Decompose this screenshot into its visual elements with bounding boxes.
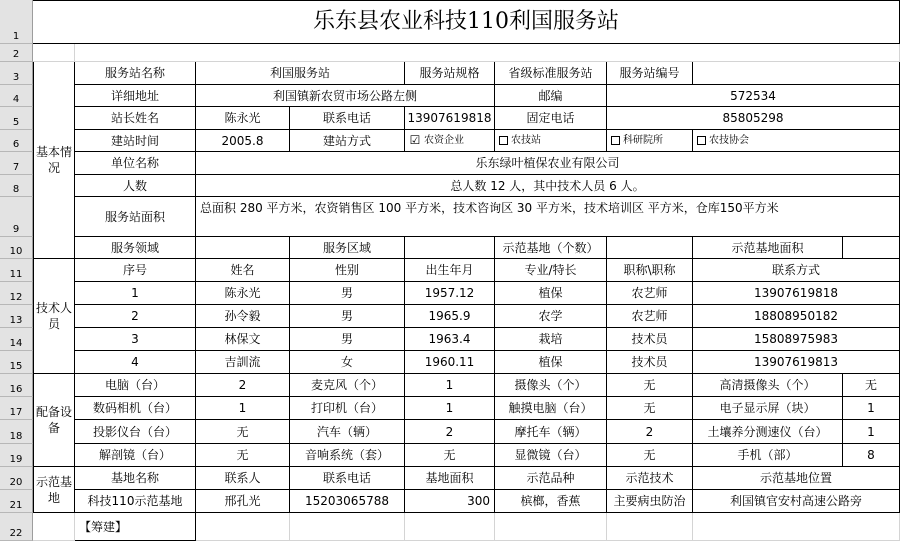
row-header[interactable]: 6: [0, 130, 33, 152]
value-demo-area[interactable]: [843, 237, 900, 259]
value-code[interactable]: [693, 62, 900, 85]
tech-cell[interactable]: 4: [75, 351, 196, 374]
equip-label[interactable]: 电子显示屏（块）: [693, 397, 843, 420]
row-header[interactable]: 19: [0, 444, 33, 467]
row-header[interactable]: 8: [0, 175, 33, 197]
demo-header[interactable]: 基地名称: [75, 467, 196, 490]
build-mode-option[interactable]: [495, 130, 607, 152]
demo-header[interactable]: 示范基地位置: [693, 467, 900, 490]
row-header[interactable]: 12: [0, 282, 33, 305]
equip-label[interactable]: 手机（部）: [693, 444, 843, 467]
label-build-mode[interactable]: 建站方式: [290, 130, 405, 152]
demo-header[interactable]: 联系人: [196, 467, 290, 490]
row-header[interactable]: 5: [0, 107, 33, 130]
demo-cell[interactable]: 利国镇官安村高速公路旁: [693, 490, 900, 513]
value-unit[interactable]: 乐东绿叶植保农业有限公司: [196, 152, 900, 175]
value-people[interactable]: 总人数 12 人，其中技术人员 6 人。: [196, 175, 900, 197]
label-address[interactable]: 详细地址: [75, 85, 196, 107]
tech-cell[interactable]: 15808975983: [693, 328, 900, 351]
value-region[interactable]: [405, 237, 495, 259]
checkbox-icon[interactable]: [611, 136, 620, 145]
equip-value[interactable]: 1: [843, 397, 900, 420]
tech-header[interactable]: 联系方式: [693, 259, 900, 282]
label-zip[interactable]: 邮编: [495, 85, 607, 107]
tech-header[interactable]: 性别: [290, 259, 405, 282]
tech-cell[interactable]: 男: [290, 282, 405, 305]
row-header[interactable]: 4: [0, 85, 33, 107]
tech-cell[interactable]: 3: [75, 328, 196, 351]
tech-header[interactable]: 序号: [75, 259, 196, 282]
build-mode-option-label: 科研院所: [623, 134, 663, 146]
demo-header[interactable]: 示范品种: [495, 467, 607, 490]
label-field[interactable]: 服务领域: [75, 237, 196, 259]
row-header[interactable]: 15: [0, 351, 33, 374]
equip-label[interactable]: 触摸电脑（台）: [495, 397, 607, 420]
empty-cell[interactable]: [405, 513, 495, 541]
equip-label[interactable]: 摩托车（辆）: [495, 420, 607, 444]
equip-value[interactable]: 1: [405, 397, 495, 420]
row-header[interactable]: 2: [0, 44, 33, 62]
sheet-title[interactable]: 乐东县农业科技110利国服务站: [33, 0, 900, 44]
equip-value[interactable]: 无: [607, 444, 693, 467]
label-build-time[interactable]: 建站时间: [75, 130, 196, 152]
demo-header[interactable]: 联系电话: [290, 467, 405, 490]
label-demo-area[interactable]: 示范基地面积: [693, 237, 843, 259]
empty-cell[interactable]: [75, 44, 900, 62]
tech-cell[interactable]: 2: [75, 305, 196, 328]
demo-cell[interactable]: 主要病虫防治: [607, 490, 693, 513]
tech-cell[interactable]: 植保: [495, 351, 607, 374]
label-code[interactable]: 服务站编号: [607, 62, 693, 85]
section-basic[interactable]: 基本情况: [33, 62, 75, 259]
tech-cell[interactable]: 1957.12: [405, 282, 495, 305]
equip-value[interactable]: 2: [607, 420, 693, 444]
tech-cell[interactable]: 林保文: [196, 328, 290, 351]
value-phone[interactable]: 13907619818: [405, 107, 495, 130]
tech-cell[interactable]: 吉訓流: [196, 351, 290, 374]
tech-cell[interactable]: 技术员: [607, 351, 693, 374]
value-build-time[interactable]: 2005.8: [196, 130, 290, 152]
equip-label[interactable]: 麦克风（个）: [290, 374, 405, 397]
row-header[interactable]: 16: [0, 374, 33, 397]
label-phone[interactable]: 联系电话: [290, 107, 405, 130]
empty-cell[interactable]: [33, 44, 75, 62]
tech-header[interactable]: 姓名: [196, 259, 290, 282]
tech-header[interactable]: 专业/特长: [495, 259, 607, 282]
value-area[interactable]: 总面积 280 平方米，农资销售区 100 平方米，技术咨询区 30 平方米，技术培训区 平方米，仓库150平方米: [196, 197, 900, 237]
label-region[interactable]: 服务区域: [290, 237, 405, 259]
value-landline[interactable]: 85805298: [607, 107, 900, 130]
equip-value[interactable]: 无: [607, 397, 693, 420]
equip-label[interactable]: 电脑（台）: [75, 374, 196, 397]
tech-cell[interactable]: 1: [75, 282, 196, 305]
tech-cell[interactable]: 男: [290, 305, 405, 328]
demo-cell[interactable]: 槟榔，香蕉: [495, 490, 607, 513]
demo-cell[interactable]: 300: [405, 490, 495, 513]
value-demo-count[interactable]: [607, 237, 693, 259]
tech-cell[interactable]: 1965.9: [405, 305, 495, 328]
equip-label[interactable]: 打印机（台）: [290, 397, 405, 420]
equip-value[interactable]: 2: [405, 420, 495, 444]
label-area[interactable]: 服务站面积: [75, 197, 196, 237]
checkbox-icon[interactable]: [697, 136, 706, 145]
equip-label[interactable]: 显微镜（台）: [495, 444, 607, 467]
equip-label[interactable]: 汽车（辆）: [290, 420, 405, 444]
value-manager[interactable]: 陈永光: [196, 107, 290, 130]
equip-label[interactable]: 数码相机（台）: [75, 397, 196, 420]
value-spec[interactable]: 省级标准服务站: [495, 62, 607, 85]
tech-cell[interactable]: 1960.11: [405, 351, 495, 374]
empty-cell[interactable]: [196, 513, 290, 541]
tech-cell[interactable]: 农艺师: [607, 282, 693, 305]
tech-cell[interactable]: 植保: [495, 282, 607, 305]
row-header[interactable]: 14: [0, 328, 33, 351]
section-equip[interactable]: 配备设备: [33, 374, 75, 467]
tech-cell[interactable]: 农艺师: [607, 305, 693, 328]
row-header[interactable]: 22: [0, 513, 33, 541]
row-header[interactable]: 17: [0, 397, 33, 420]
equip-label[interactable]: 音响系统（套）: [290, 444, 405, 467]
tech-cell[interactable]: 1963.4: [405, 328, 495, 351]
row-header[interactable]: 18: [0, 420, 33, 444]
tech-cell[interactable]: 陈永光: [196, 282, 290, 305]
equip-value[interactable]: 1: [843, 420, 900, 444]
tech-cell[interactable]: 女: [290, 351, 405, 374]
note-cell[interactable]: 【筹建】: [75, 513, 196, 541]
label-unit[interactable]: 单位名称: [75, 152, 196, 175]
equip-label[interactable]: 高清摄像头（个）: [693, 374, 843, 397]
equip-label[interactable]: 土壤养分测速仪（台）: [693, 420, 843, 444]
section-tech[interactable]: 技术人员: [33, 259, 75, 374]
build-mode-option[interactable]: [607, 130, 693, 152]
label-station-name[interactable]: 服务站名称: [75, 62, 196, 85]
label-manager[interactable]: 站长姓名: [75, 107, 196, 130]
row-header[interactable]: 13: [0, 305, 33, 328]
tech-header[interactable]: 出生年月: [405, 259, 495, 282]
tech-cell[interactable]: 技术员: [607, 328, 693, 351]
equip-value[interactable]: 1: [405, 374, 495, 397]
empty-cell[interactable]: [290, 513, 405, 541]
row-header[interactable]: 3: [0, 62, 33, 85]
equip-value[interactable]: 无: [196, 420, 290, 444]
empty-cell[interactable]: [693, 513, 900, 541]
value-field[interactable]: [196, 237, 290, 259]
empty-cell[interactable]: [607, 513, 693, 541]
row-header[interactable]: 9: [0, 197, 33, 237]
equip-label[interactable]: 投影仪台（台）: [75, 420, 196, 444]
tech-cell[interactable]: 13907619813: [693, 351, 900, 374]
demo-cell[interactable]: 邢孔光: [196, 490, 290, 513]
demo-cell[interactable]: 科技110示范基地: [75, 490, 196, 513]
build-mode-option-label: 农资企业: [424, 134, 464, 146]
equip-label[interactable]: 摄像头（个）: [495, 374, 607, 397]
equip-value[interactable]: 无: [843, 374, 900, 397]
value-station-name[interactable]: 利国服务站: [196, 62, 405, 85]
equip-value[interactable]: 1: [196, 397, 290, 420]
empty-cell[interactable]: [495, 513, 607, 541]
equip-value[interactable]: 8: [843, 444, 900, 467]
label-people[interactable]: 人数: [75, 175, 196, 197]
equip-value[interactable]: 无: [607, 374, 693, 397]
label-spec[interactable]: 服务站规格: [405, 62, 495, 85]
equip-value[interactable]: 无: [405, 444, 495, 467]
tech-cell[interactable]: 孙令毅: [196, 305, 290, 328]
checked-checkbox-icon[interactable]: ☑: [409, 133, 421, 147]
row-header[interactable]: 11: [0, 259, 33, 282]
value-address[interactable]: 利国镇新农贸市场公路左侧: [196, 85, 495, 107]
section-demo[interactable]: 示范基地: [33, 467, 75, 513]
checkbox-icon[interactable]: [499, 136, 508, 145]
demo-header[interactable]: 基地面积: [405, 467, 495, 490]
equip-value[interactable]: 无: [196, 444, 290, 467]
row-header[interactable]: 10: [0, 237, 33, 259]
equip-label[interactable]: 解剖镜（台）: [75, 444, 196, 467]
label-landline[interactable]: 固定电话: [495, 107, 607, 130]
equip-value[interactable]: 2: [196, 374, 290, 397]
demo-cell[interactable]: 15203065788: [290, 490, 405, 513]
tech-cell[interactable]: 栽培: [495, 328, 607, 351]
label-demo-count[interactable]: 示范基地（个数）: [495, 237, 607, 259]
tech-cell[interactable]: 农学: [495, 305, 607, 328]
value-zip[interactable]: 572534: [607, 85, 900, 107]
tech-cell[interactable]: 13907619818: [693, 282, 900, 305]
row-header[interactable]: 7: [0, 152, 33, 175]
tech-cell[interactable]: 18808950182: [693, 305, 900, 328]
row-header[interactable]: 1: [0, 0, 33, 44]
tech-header[interactable]: 职称\职称: [607, 259, 693, 282]
build-mode-option-label: 农技协会: [709, 134, 749, 146]
build-mode-option-label: 农技站: [511, 134, 541, 146]
build-mode-option[interactable]: [693, 130, 900, 152]
row-header[interactable]: 20: [0, 467, 33, 490]
tech-cell[interactable]: 男: [290, 328, 405, 351]
empty-cell[interactable]: [33, 513, 75, 541]
row-header[interactable]: 21: [0, 490, 33, 513]
demo-header[interactable]: 示范技术: [607, 467, 693, 490]
build-mode-option[interactable]: [405, 130, 495, 152]
